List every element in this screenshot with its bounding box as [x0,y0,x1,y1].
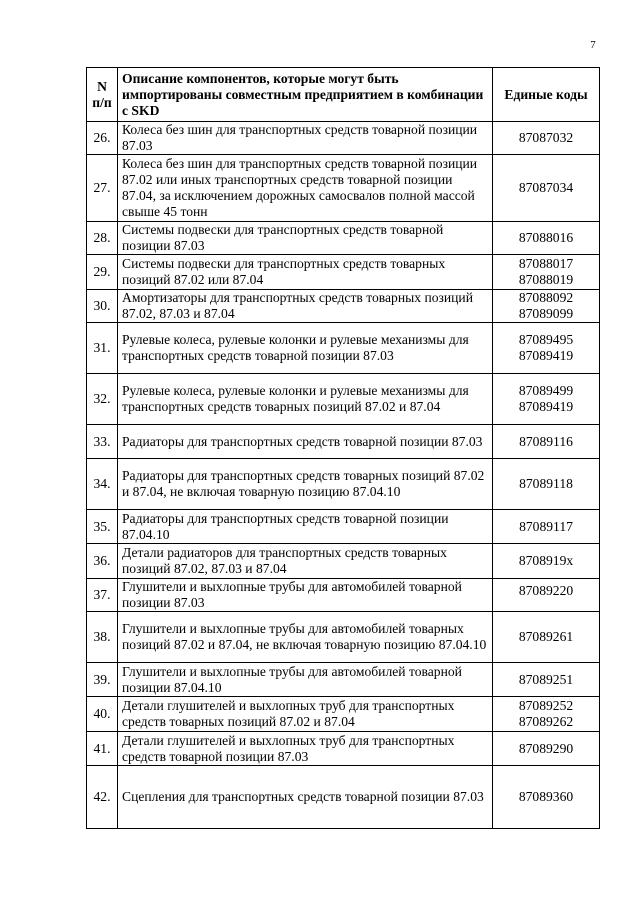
code-value: 87089220 [518,583,574,598]
code-value: 87089118 [519,476,573,491]
table-row [87,697,600,732]
row-number: 27. [87,155,118,222]
components-table [86,67,600,829]
code-value: 87088017 [518,256,574,271]
table-row [87,510,600,544]
code-value: 87089499 [518,383,574,398]
table-row [87,222,600,255]
row-description: Колеса без шин для транспортных средств товарной позиции 87.03 [118,122,493,155]
row-codes [493,510,600,544]
row-description: Рулевые колеса, рулевые колонки и рулевые механизмы для транспортных средств товарных позиций 87.02 и 87.04 [118,374,493,425]
row-number: 34. [87,459,118,510]
code-value: 87089099 [518,306,574,321]
row-codes [493,155,600,222]
code-value: 87089117 [519,518,573,534]
table-row [87,459,600,510]
row-description: Радиаторы для транспортных средств товарных позиций 87.02 и 87.04, не включая товарную позицию 87.04.10 [118,459,493,510]
code-value: 87088092 [518,290,574,305]
header-num-line-2: п/п [92,94,112,110]
row-description: Сцепления для транспортных средств товарной позиции 87.03 [118,766,493,829]
row-description: Системы подвески для транспортных средств товарных позиций 87.02 или 87.04 [118,255,493,290]
row-description: Глушители и выхлопные трубы для автомобилей товарной позиции 87.04.10 [118,663,493,697]
header-num-line-1: N [97,78,107,94]
table-row [87,323,600,374]
row-description: Колеса без шин для транспортных средств товарной позиции 87.02 или иных транспортных средств товарной позиции 87.04, за исключением дорожных самосвалов полной массой свыше 45 тонн [118,155,493,222]
code-value: 87089360 [518,789,574,804]
row-description: Детали глушителей и выхлопных труб для транспортных средств товарной позиции 87.03 [118,732,493,766]
row-codes [493,222,600,255]
row-codes [493,579,600,612]
code-value: 87088016 [518,230,574,245]
row-number: 40. [87,697,118,732]
row-codes [493,255,600,290]
table-header-row [87,68,600,122]
table-row [87,663,600,697]
code-value: 87089262 [518,714,574,729]
row-description: Глушители и выхлопные трубы для автомобилей товарных позиций 87.02 и 87.04, не включая товарную позицию 87.04.10 [118,612,493,663]
row-number: 28. [87,222,118,255]
row-codes [493,612,600,663]
code-value: 87089261 [518,629,574,644]
table-row [87,290,600,323]
row-description: Детали радиаторов для транспортных средств товарных позиций 87.02, 87.03 и 87.04 [118,544,493,579]
row-codes [493,290,600,323]
table-row [87,155,600,222]
row-description: Амортизаторы для транспортных средств товарных позиций 87.02, 87.03 и 87.04 [118,290,493,323]
row-number: 38. [87,612,118,663]
row-number: 36. [87,544,118,579]
row-number: 42. [87,766,118,829]
row-codes [493,544,600,579]
code-value: 8708919x [518,553,574,568]
row-number: 26. [87,122,118,155]
row-description: Глушители и выхлопные трубы для автомобилей товарной позиции 87.03 [118,579,493,612]
row-number: 31. [87,323,118,374]
row-codes [493,663,600,697]
row-number: 39. [87,663,118,697]
code-value: 87088019 [518,272,574,287]
code-value: 87089495 [518,332,574,347]
header-num [87,68,118,122]
table-row [87,425,600,459]
page-number: 7 [590,39,596,51]
row-description: Системы подвески для транспортных средств товарной позиции 87.03 [118,222,493,255]
row-codes [493,732,600,766]
code-value: 87087034 [518,180,574,195]
row-number: 41. [87,732,118,766]
row-number: 33. [87,425,118,459]
row-codes [493,697,600,732]
table-body [87,122,600,829]
row-number: 30. [87,290,118,323]
table-row [87,122,600,155]
code-value: 87089251 [518,671,574,687]
row-description: Радиаторы для транспортных средств товарной позиции 87.03 [118,425,493,459]
row-description: Радиаторы для транспортных средств товарной позиции 87.04.10 [118,510,493,544]
code-value: 87089252 [518,698,574,713]
table-row [87,255,600,290]
code-value: 87089116 [519,433,573,449]
row-codes [493,425,600,459]
table-row [87,732,600,766]
row-number: 35. [87,510,118,544]
code-value: 87089290 [518,740,574,756]
table-row [87,374,600,425]
header-description: Описание компонентов, которые могут быть импортированы совместным предприятием в комбинации с SKD [118,68,493,122]
table-row [87,766,600,829]
row-number: 37. [87,579,118,612]
row-description: Детали глушителей и выхлопных труб для транспортных средств товарных позиций 87.02 и 87.04 [118,697,493,732]
table-row [87,579,600,612]
row-codes [493,122,600,155]
row-number: 32. [87,374,118,425]
table-row [87,544,600,579]
code-value: 87089419 [518,348,574,363]
header-codes: Единые коды [493,68,600,122]
row-codes [493,374,600,425]
row-number: 29. [87,255,118,290]
row-codes [493,766,600,829]
row-description: Рулевые колеса, рулевые колонки и рулевые механизмы для транспортных средств товарной позиции 87.03 [118,323,493,374]
code-value: 87087032 [518,130,574,145]
row-codes [493,323,600,374]
row-codes [493,459,600,510]
table-row [87,612,600,663]
code-value: 87089419 [518,399,574,414]
